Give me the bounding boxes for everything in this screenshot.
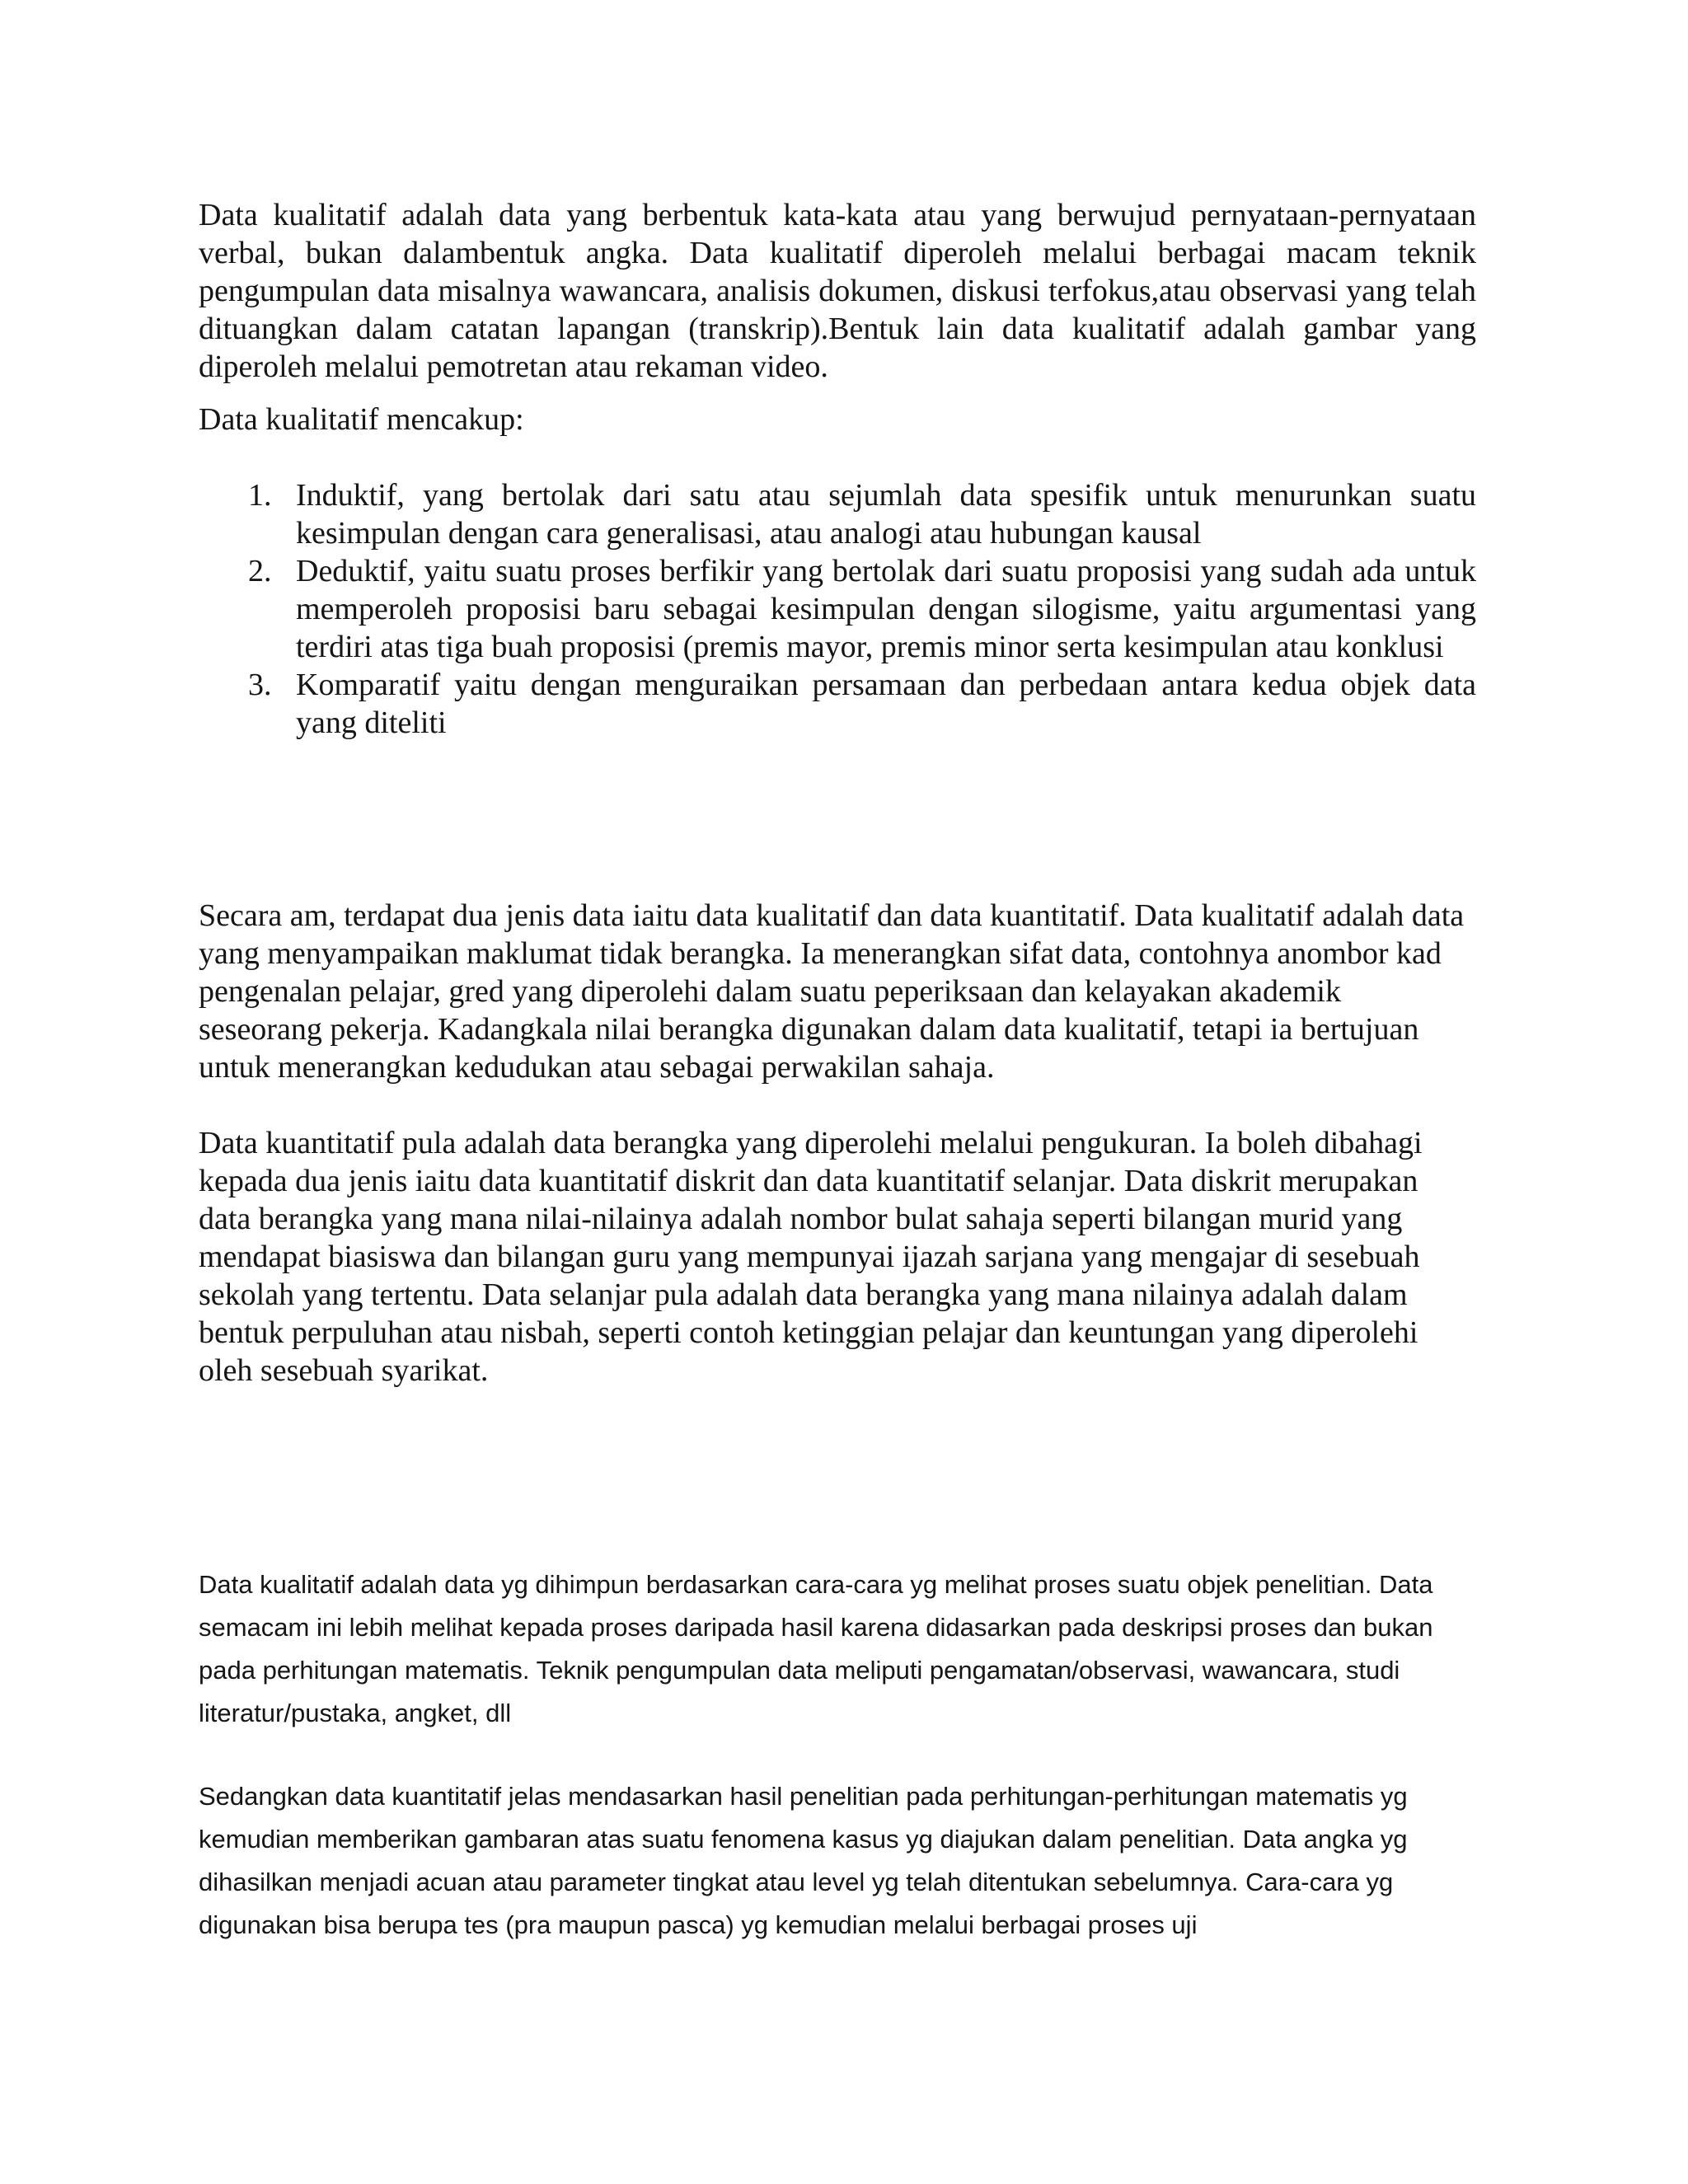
list-item-number: 1. [248, 478, 272, 513]
sans-paragraph-quantitative: Sedangkan data kuantitatif jelas mendasarkan hasil penelitian pada perhitungan-perhitungan matematis yg kemudian memberikan gambaran atas suatu fenomena kasus yg diajukan dalam penelitian. Data angka yg dihasilkan menjadi acuan atau parameter tingkat atau level yg telah ditentukan sebelumnya. Cara-cara yg digunakan bisa berupa tes (pra maupun pasca) yg kemudian melalui berbagai proses uji [199, 1782, 1408, 1939]
list-item-number: 3. [248, 668, 272, 702]
numbered-list [199, 476, 1476, 742]
list-item-number: 2. [248, 554, 272, 588]
list-item [199, 476, 1476, 552]
malay-paragraph-qualitative: Secara am, terdapat dua jenis data iaitu data kualitatif dan data kuantitatif. Data kualitatif adalah data yang menyampaikan maklumat tidak berangka. Ia menerangkan sifat data, contohnya anombor kad pengenalan pelajar, gred yang diperolehi dalam suatu peperiksaan dan kelayakan akademik seseorang pekerja. Kadangkala nilai berangka digunakan dalam data kualitatif, tetapi ia bertujuan untuk menerangkan kedudukan atau sebagai perwakilan sahaja. [199, 898, 1465, 1085]
list-item-text: Induktif, yang bertolak dari satu atau sejumlah data spesifik untuk menurunkan suatu kesimpulan dengan cara generalisasi, atau analogi atau hubungan kausal [296, 478, 1476, 551]
intro-paragraph: Data kualitatif adalah data yang berbentuk kata-kata atau yang berwujud pernyataan-pernyataan verbal, bukan dalambentuk angka. Data kualitatif diperoleh melalui berbagai macam teknik pengumpulan data misalnya wawancara, analisis dokumen, diskusi terfokus,atau observasi yang telah dituangkan dalam catatan lapangan (transkrip).Bentuk lain data kualitatif adalah gambar yang diperoleh melalui pemotretan atau rekaman video. [199, 198, 1476, 384]
list-heading: Data kualitatif mencakup: [199, 402, 524, 437]
list-item-text: Deduktif, yaitu suatu proses berfikir yang bertolak dari suatu proposisi yang sudah ada untuk memperoleh proposisi baru sebagai kesimpulan dengan silogisme, yaitu argumentasi yang terdiri atas tiga buah proposisi (premis mayor, premis minor serta kesimpulan atau konklusi [296, 554, 1476, 664]
sans-paragraph-qualitative: Data kualitatif adalah data yg dihimpun berdasarkan cara-cara yg melihat proses suatu objek penelitian. Data semacam ini lebih melihat kepada proses daripada hasil karena didasarkan pada deskripsi proses dan bukan pada perhitungan matematis. Teknik pengumpulan data meliputi pengamatan/observasi, wawancara, studi literatur/pustaka, angket, dll [199, 1570, 1433, 1727]
malay-paragraph-quantitative: Data kuantitatif pula adalah data berangka yang diperolehi melalui pengukuran. Ia boleh dibahagi kepada dua jenis iaitu data kuantitatif diskrit dan data kuantitatif selanjar. Data diskrit merupakan data berangka yang mana nilai-nilainya adalah nombor bulat sahaja seperti bilangan murid yang mendapat biasiswa dan bilangan guru yang mempunyai ijazah sarjana yang mengajar di sesebuah sekolah yang tertentu. Data selanjar pula adalah data berangka yang mana nilainya adalah dalam bentuk perpuluhan atau nisbah, seperti contoh ketinggian pelajar dan keuntungan yang diperolehi oleh sesebuah syarikat. [199, 1126, 1423, 1388]
list-item-text: Komparatif yaitu dengan menguraikan persamaan dan perbedaan antara kedua objek data yang diteliti [296, 668, 1476, 740]
list-item [199, 552, 1476, 666]
list-item [199, 666, 1476, 742]
